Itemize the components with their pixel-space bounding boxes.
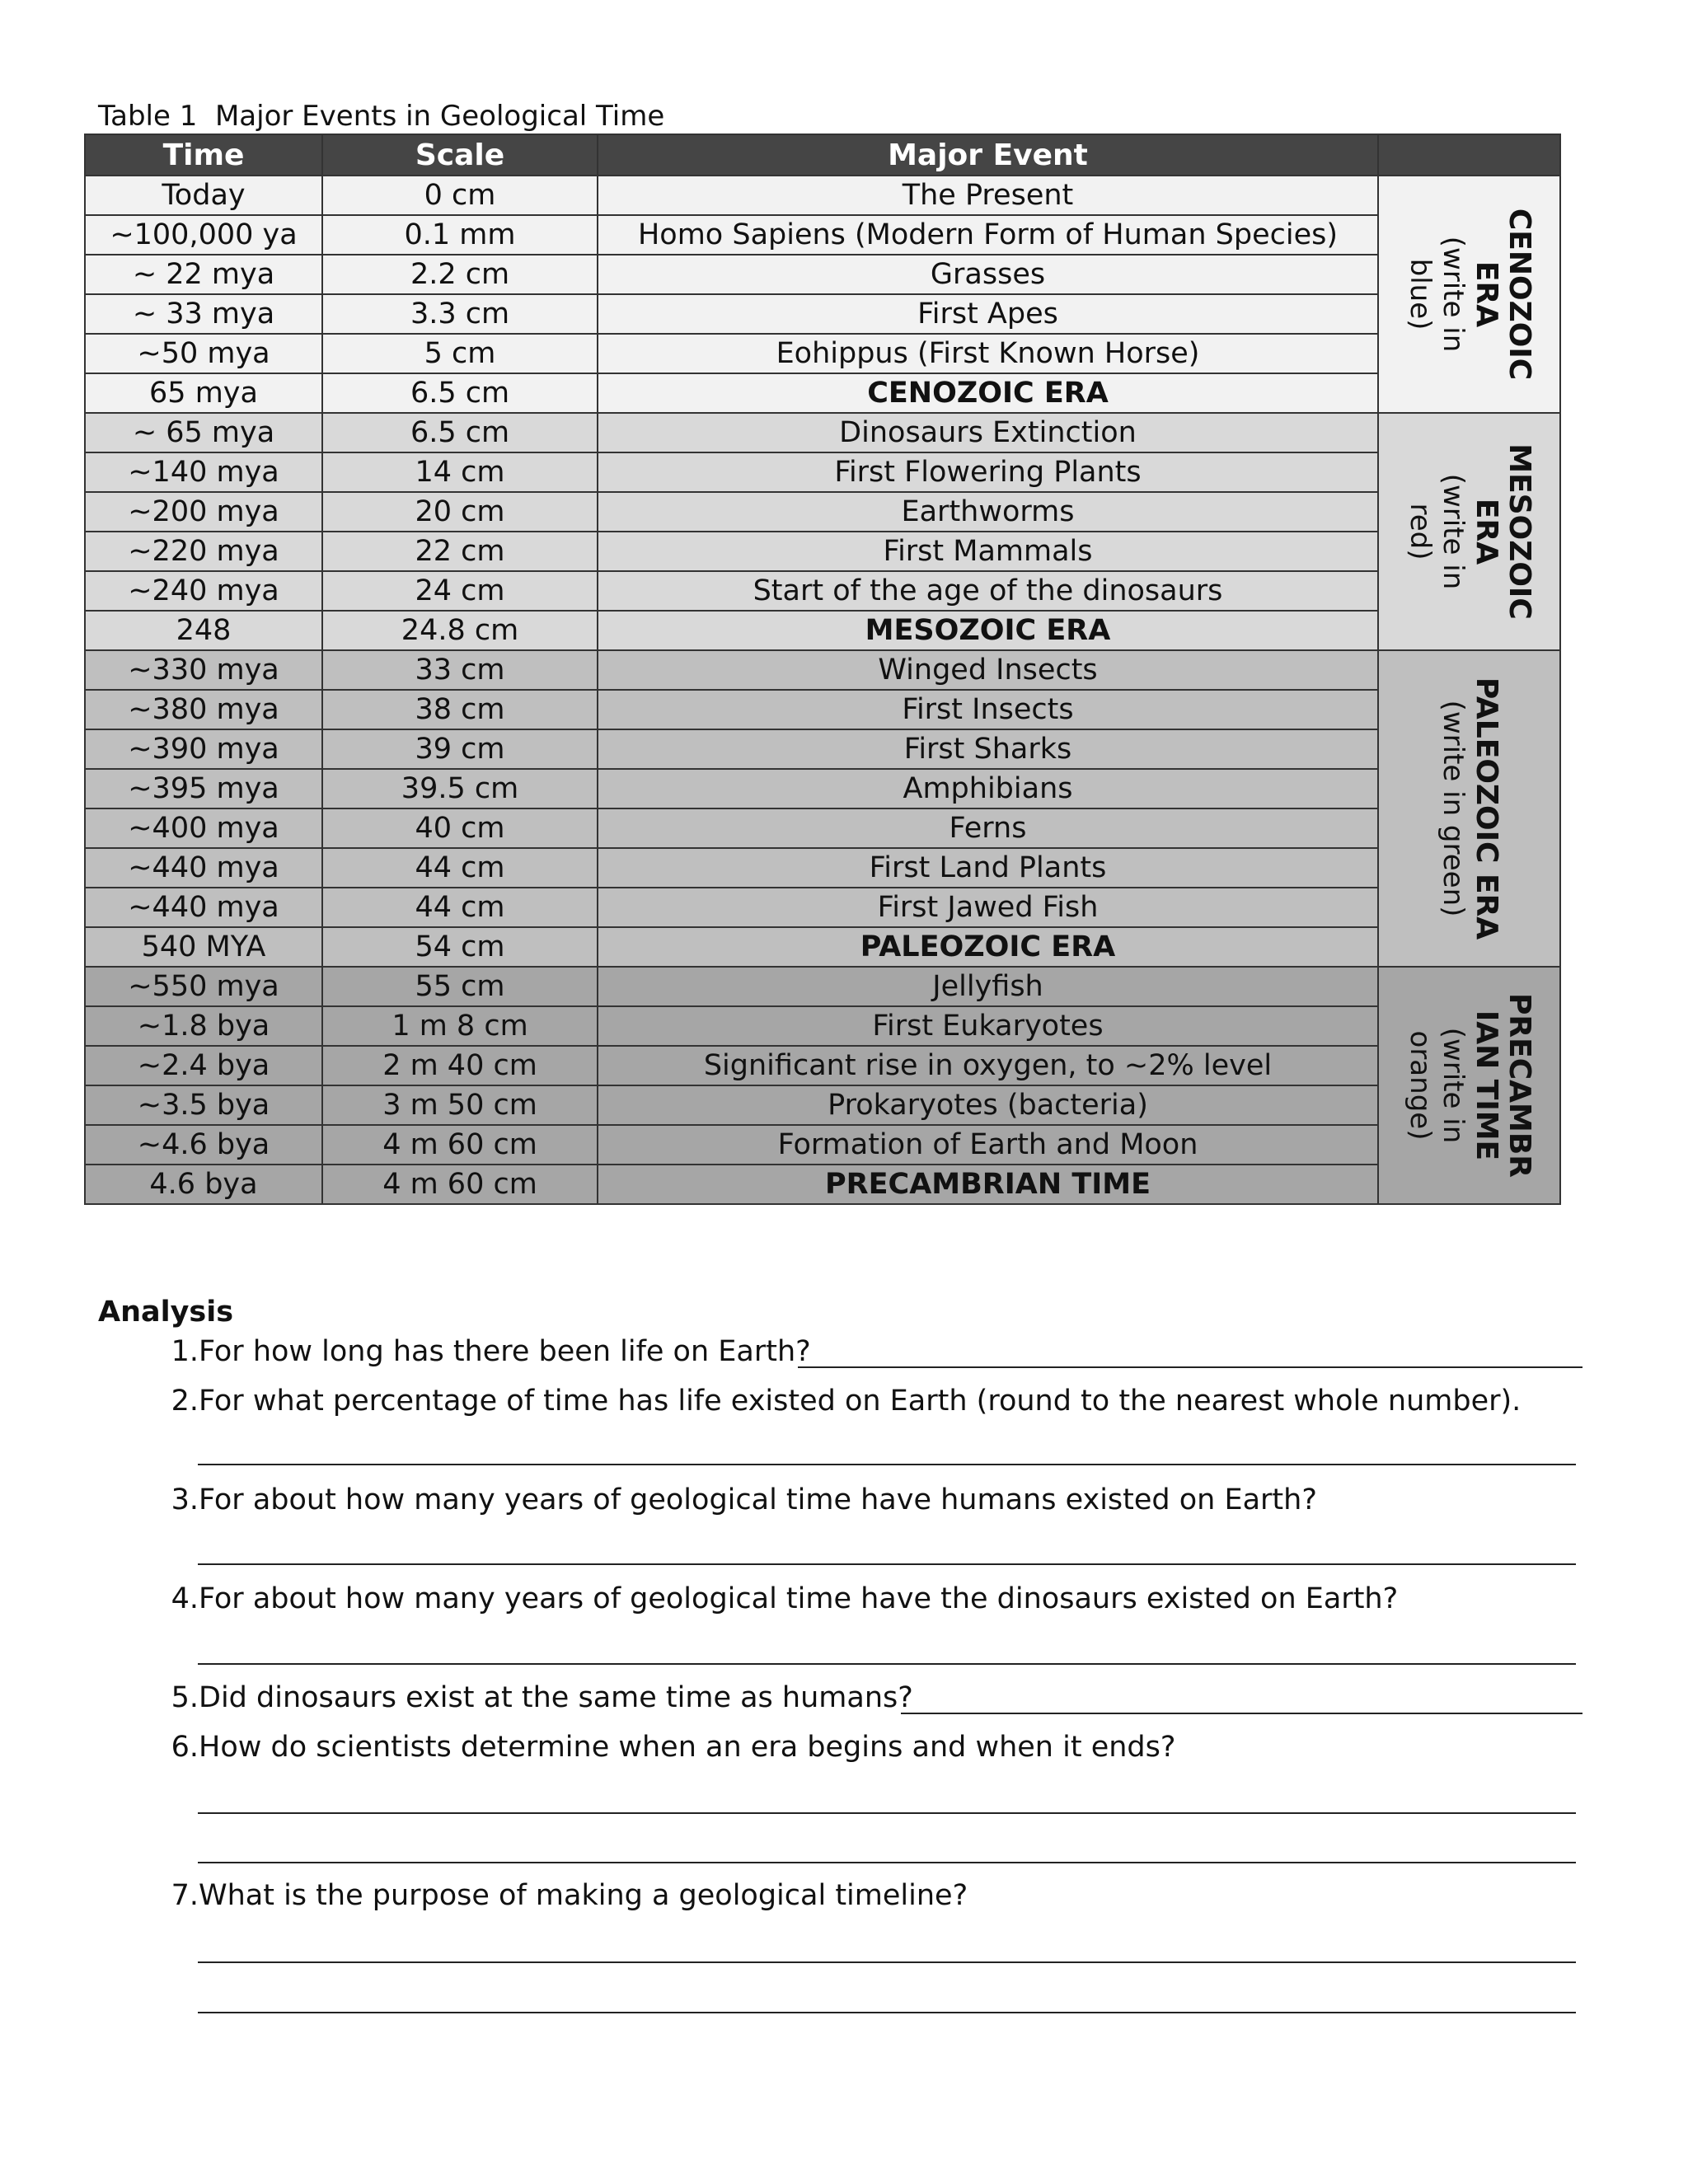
time-cell: ~440 mya — [85, 848, 322, 888]
table-row — [85, 532, 1560, 571]
time-cell: ~240 mya — [85, 571, 322, 611]
time-cell: 540 MYA — [85, 927, 322, 967]
scale-cell: 3.3 cm — [322, 294, 598, 334]
era-label-text — [1404, 209, 1536, 380]
scale-cell: 4 m 60 cm — [322, 1125, 598, 1165]
table-row — [85, 1006, 1560, 1046]
scale-cell: 20 cm — [322, 492, 598, 532]
major-event-cell: Homo Sapiens (Modern Form of Human Species) — [598, 215, 1378, 255]
major-event-cell: The Present — [598, 176, 1378, 215]
table-row — [85, 452, 1560, 492]
table-row — [85, 294, 1560, 334]
scale-cell: 44 cm — [322, 848, 598, 888]
question-number: 7. — [171, 1879, 199, 1912]
question-text: What is the purpose of making a geological timeline? — [199, 1879, 968, 1912]
header-major-event: Major Event — [598, 134, 1378, 176]
scale-cell: 2 m 40 cm — [322, 1046, 598, 1085]
table-row — [85, 492, 1560, 532]
table-row — [85, 769, 1560, 808]
major-event-cell: CENOZOIC ERA — [598, 373, 1378, 413]
scale-cell: 6.5 cm — [322, 373, 598, 413]
answer-line-q7[interactable] — [198, 2012, 1576, 2013]
scale-cell: 1 m 8 cm — [322, 1006, 598, 1046]
question-number: 3. — [171, 1483, 199, 1516]
era-label-cenozoic — [1378, 176, 1560, 413]
era-name: PRECAMBR — [1502, 993, 1536, 1178]
table-row — [85, 808, 1560, 848]
scale-cell: 5 cm — [322, 334, 598, 373]
era-label-precambrian — [1378, 967, 1560, 1204]
time-cell: Today — [85, 176, 322, 215]
answer-line-q3[interactable] — [198, 1563, 1576, 1565]
time-cell: ~550 mya — [85, 967, 322, 1006]
table-caption: Table 1 Major Events in Geological Time — [98, 100, 665, 133]
major-event-cell: Grasses — [598, 255, 1378, 294]
major-event-cell: Formation of Earth and Moon — [598, 1125, 1378, 1165]
time-cell: ~ 33 mya — [85, 294, 322, 334]
time-cell: ~330 mya — [85, 650, 322, 690]
table-row — [85, 650, 1560, 690]
scale-cell: 44 cm — [322, 888, 598, 927]
header-scale: Scale — [322, 134, 598, 176]
major-event-cell: Winged Insects — [598, 650, 1378, 690]
table-row — [85, 1046, 1560, 1085]
era-note: blue) — [1403, 258, 1437, 330]
question-number: 4. — [171, 1582, 199, 1615]
era-label-paleozoic — [1378, 650, 1560, 967]
era-note: red) — [1403, 503, 1437, 560]
major-event-cell: Jellyfish — [598, 967, 1378, 1006]
era-label-text — [1404, 993, 1536, 1178]
table-row — [85, 215, 1560, 255]
question-text: For how long has there been life on Earth? — [199, 1335, 811, 1368]
header-time: Time — [85, 134, 322, 176]
time-cell: ~50 mya — [85, 334, 322, 373]
time-cell: ~380 mya — [85, 690, 322, 729]
table-row — [85, 848, 1560, 888]
scale-cell: 24 cm — [322, 571, 598, 611]
major-event-cell: First Land Plants — [598, 848, 1378, 888]
analysis-heading: Analysis — [98, 1296, 234, 1329]
scale-cell: 38 cm — [322, 690, 598, 729]
answer-line-q4[interactable] — [198, 1663, 1576, 1665]
major-event-cell: Start of the age of the dinosaurs — [598, 571, 1378, 611]
scale-cell: 0.1 mm — [322, 215, 598, 255]
scale-cell: 4 m 60 cm — [322, 1165, 598, 1204]
question-text: For what percentage of time has life existed on Earth (round to the nearest whole number). — [199, 1385, 1522, 1418]
question-text: For about how many years of geological time have the dinosaurs existed on Earth? — [199, 1582, 1399, 1615]
time-cell: ~220 mya — [85, 532, 322, 571]
time-cell: ~100,000 ya — [85, 215, 322, 255]
question-number: 1. — [171, 1335, 199, 1368]
era-name: IAN TIME — [1469, 1010, 1503, 1161]
table-row — [85, 967, 1560, 1006]
major-event-cell: First Apes — [598, 294, 1378, 334]
major-event-cell: Prokaryotes (bacteria) — [598, 1085, 1378, 1125]
scale-cell: 6.5 cm — [322, 413, 598, 452]
table-row — [85, 690, 1560, 729]
time-cell: ~400 mya — [85, 808, 322, 848]
scale-cell: 22 cm — [322, 532, 598, 571]
major-event-cell: Ferns — [598, 808, 1378, 848]
scale-cell: 24.8 cm — [322, 611, 598, 650]
scale-cell: 3 m 50 cm — [322, 1085, 598, 1125]
question-text: For about how many years of geological time have humans existed on Earth? — [199, 1483, 1317, 1516]
answer-line-q6[interactable] — [198, 1812, 1576, 1814]
table-row — [85, 255, 1560, 294]
major-event-cell: First Jawed Fish — [598, 888, 1378, 927]
major-event-cell: Dinosaurs Extinction — [598, 413, 1378, 452]
major-event-cell: Eohippus (First Known Horse) — [598, 334, 1378, 373]
answer-line-q6[interactable] — [198, 1862, 1576, 1863]
time-cell: ~3.5 bya — [85, 1085, 322, 1125]
time-cell: 4.6 bya — [85, 1165, 322, 1204]
time-cell: ~ 65 mya — [85, 413, 322, 452]
scale-cell: 33 cm — [322, 650, 598, 690]
table-body — [85, 176, 1560, 1204]
major-event-cell: Amphibians — [598, 769, 1378, 808]
question-number: 6. — [171, 1731, 199, 1764]
time-cell: ~200 mya — [85, 492, 322, 532]
time-cell: 248 — [85, 611, 322, 650]
table-row — [85, 413, 1560, 452]
scale-cell: 39.5 cm — [322, 769, 598, 808]
time-cell: ~390 mya — [85, 729, 322, 769]
table-row — [85, 1165, 1560, 1204]
table-row — [85, 176, 1560, 215]
era-note: (write in — [1436, 473, 1470, 590]
scale-cell: 40 cm — [322, 808, 598, 848]
time-cell: ~4.6 bya — [85, 1125, 322, 1165]
era-name: PALEOZOIC ERA — [1469, 677, 1503, 940]
table-row — [85, 927, 1560, 967]
table-row — [85, 1125, 1560, 1165]
era-note: (write in — [1436, 236, 1470, 353]
major-event-cell: MESOZOIC ERA — [598, 611, 1378, 650]
era-label-mesozoic — [1378, 413, 1560, 650]
scale-cell: 0 cm — [322, 176, 598, 215]
time-cell: ~1.8 bya — [85, 1006, 322, 1046]
table-row — [85, 334, 1560, 373]
major-event-cell: PRECAMBRIAN TIME — [598, 1165, 1378, 1204]
era-note: (write in — [1436, 1027, 1470, 1144]
era-label-text — [1437, 677, 1503, 940]
major-event-cell: First Sharks — [598, 729, 1378, 769]
table-header-row — [85, 134, 1560, 176]
scale-cell: 54 cm — [322, 927, 598, 967]
time-cell: ~2.4 bya — [85, 1046, 322, 1085]
scale-cell: 39 cm — [322, 729, 598, 769]
time-cell: ~395 mya — [85, 769, 322, 808]
answer-line-q1[interactable] — [798, 1366, 1582, 1368]
era-note: orange) — [1403, 1030, 1437, 1141]
time-cell: ~140 mya — [85, 452, 322, 492]
scale-cell: 14 cm — [322, 452, 598, 492]
time-cell: ~ 22 mya — [85, 255, 322, 294]
time-cell: 65 mya — [85, 373, 322, 413]
table-row — [85, 571, 1560, 611]
major-event-cell: First Flowering Plants — [598, 452, 1378, 492]
time-cell: ~440 mya — [85, 888, 322, 927]
answer-line-q7[interactable] — [198, 1961, 1576, 1963]
era-name: CENOZOIC — [1502, 208, 1536, 381]
table-row — [85, 729, 1560, 769]
question-number: 2. — [171, 1385, 199, 1418]
table-row — [85, 373, 1560, 413]
major-event-cell: Earthworms — [598, 492, 1378, 532]
answer-line-q5[interactable] — [901, 1713, 1582, 1714]
major-event-cell: Significant rise in oxygen, to ~2% level — [598, 1046, 1378, 1085]
era-name: ERA — [1469, 260, 1503, 328]
table-row — [85, 1085, 1560, 1125]
major-event-cell: First Insects — [598, 690, 1378, 729]
era-name: MESOZOIC — [1502, 443, 1536, 620]
scale-cell: 2.2 cm — [322, 255, 598, 294]
table-row — [85, 888, 1560, 927]
table-row — [85, 611, 1560, 650]
major-event-cell: First Mammals — [598, 532, 1378, 571]
era-name: ERA — [1469, 498, 1503, 565]
major-event-cell: PALEOZOIC ERA — [598, 927, 1378, 967]
geological-time-table — [84, 134, 1561, 1205]
era-label-text — [1404, 443, 1536, 619]
major-event-cell: First Eukaryotes — [598, 1006, 1378, 1046]
scale-cell: 55 cm — [322, 967, 598, 1006]
answer-line-q2[interactable] — [198, 1464, 1576, 1465]
question-text: How do scientists determine when an era begins and when it ends? — [199, 1731, 1176, 1764]
question-text: Did dinosaurs exist at the same time as humans? — [199, 1681, 913, 1714]
header-era — [1378, 134, 1560, 176]
question-number: 5. — [171, 1681, 199, 1714]
era-note: (write in green) — [1436, 700, 1470, 917]
